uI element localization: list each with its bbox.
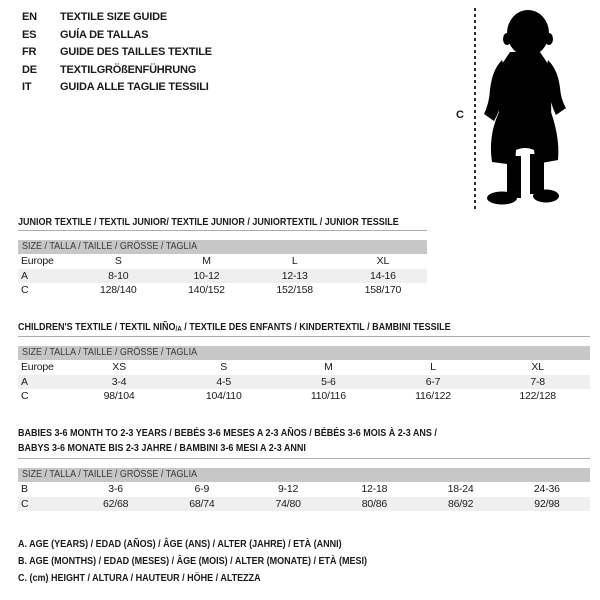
size-value-cell: 68/74 — [189, 497, 215, 510]
junior-size-table — [18, 230, 427, 298]
size-value-cell: 92/98 — [534, 497, 560, 510]
size-header-label: SIZE / TALLA / TAILLE / GRÖSSE / TAGLIA — [22, 241, 198, 252]
size-header-bar — [18, 240, 427, 254]
size-value-cell: 5-6 — [321, 375, 336, 388]
size-value-cell: 14-16 — [369, 269, 396, 282]
size-value-cell: 9-12 — [277, 483, 299, 496]
size-value-cell: 4-5 — [216, 375, 231, 388]
language-row — [22, 27, 212, 45]
size-value-cell: 24-36 — [533, 483, 560, 496]
junior-section-title: JUNIOR TEXTILE / TEXTIL JUNIOR/ TEXTILE JUNIOR / JUNIORTEXTIL / JUNIOR TESSILE — [18, 217, 399, 228]
children-size-table — [18, 336, 590, 404]
baby-silhouette-icon — [482, 8, 568, 206]
row-label-cell: Europe — [21, 361, 54, 374]
size-value-cell: 74/80 — [275, 497, 301, 510]
size-value-cell: S — [220, 361, 228, 374]
language-title: TEXTILE SIZE GUIDE — [60, 11, 168, 23]
language-row — [22, 44, 212, 62]
size-value-cell: 8-10 — [108, 269, 129, 282]
table-row — [18, 283, 427, 298]
size-value-cell: 104/110 — [205, 390, 242, 403]
size-header-label: SIZE / TALLA / TAILLE / GRÖSSE / TAGLIA — [22, 469, 198, 480]
table-row — [18, 269, 427, 284]
size-value-cell: 116/122 — [415, 390, 451, 403]
language-code: DE — [22, 63, 37, 76]
size-value-cell: M — [324, 361, 333, 374]
junior-table — [18, 254, 427, 298]
language-row — [22, 9, 212, 27]
size-value-cell: 7-8 — [530, 375, 545, 388]
note-age-years: A. AGE (YEARS) / EDAD (AÑOS) / ÂGE (ANS) / ALTER (JAHRE) / ETÀ (ANNI) — [18, 539, 342, 550]
height-dotted-line — [474, 8, 476, 209]
table-row — [18, 360, 590, 375]
size-value-cell: 6-9 — [194, 483, 210, 496]
size-value-cell: 10-12 — [193, 269, 220, 282]
size-value-cell: 158/170 — [364, 284, 402, 297]
size-value-cell: 3-6 — [108, 483, 123, 496]
language-title: GUIDE DES TAILLES TEXTILE — [60, 46, 212, 58]
row-label-cell: Europe — [21, 255, 54, 268]
note-height-cm: C. (cm) HEIGHT / ALTURA / HAUTEUR / HÖHE / ALTEZZA — [18, 573, 261, 585]
language-code: ES — [22, 28, 37, 41]
language-title: GUIDA ALLE TAGLIE TESSILI — [60, 81, 209, 93]
row-label-cell: A — [21, 375, 28, 388]
row-label-cell: C — [21, 390, 29, 403]
size-value-cell: 140/152 — [188, 284, 225, 297]
size-value-cell: XL — [531, 361, 544, 374]
size-value-cell: 98/104 — [103, 390, 135, 403]
language-code: IT — [22, 81, 32, 93]
size-value-cell: L — [430, 361, 436, 374]
children-section-title — [18, 320, 451, 337]
size-value-cell: 80/86 — [361, 497, 387, 510]
size-header-bar — [18, 346, 590, 360]
size-value-cell: 152/158 — [276, 284, 313, 297]
language-code: EN — [22, 11, 37, 23]
language-title: GUÍA DE TALLAS — [60, 28, 149, 41]
table-row — [18, 497, 590, 512]
size-value-cell: 18-24 — [447, 483, 474, 496]
table-row — [18, 482, 590, 497]
language-row — [22, 62, 212, 80]
children-table — [18, 360, 590, 404]
legend-notes — [18, 536, 406, 588]
size-value-cell: 86/92 — [447, 497, 474, 510]
size-header-bar — [18, 468, 590, 482]
babies-title-line1: BABIES 3-6 MONTH TO 2-3 YEARS / BEBÉS 3-6 MESES A 2-3 AÑOS / BÉBÉS 3-6 MOIS À 2-3 ANS / — [18, 428, 437, 439]
note-age-months: B. AGE (MONTHS) / EDAD (MESES) / ÂGE (MOIS) / ALTER (MONATE) / ETÀ (MESI) — [18, 556, 367, 568]
language-title-list — [22, 9, 212, 97]
table-row — [18, 375, 590, 390]
babies-title-line2: BABYS 3-6 MONATE BIS 2-3 JAHRE / BAMBINI 3-6 MESI A 2-3 ANNI — [18, 443, 306, 454]
children-title-text: CHILDREN'S TEXTILE / TEXTIL NIÑO — [18, 322, 176, 333]
table-row — [18, 254, 427, 269]
size-value-cell: 3-4 — [111, 375, 127, 388]
table-row — [18, 389, 590, 404]
height-measure-label: C — [456, 109, 464, 121]
row-label-cell: C — [21, 284, 29, 297]
row-label-cell: B — [21, 483, 28, 496]
language-code: FR — [22, 46, 37, 58]
size-value-cell: M — [202, 255, 211, 268]
size-value-cell: 62/68 — [102, 497, 129, 510]
size-value-cell: 122/128 — [519, 390, 556, 403]
babies-section-title — [18, 426, 437, 456]
children-title-text: / TEXTILE DES ENFANTS / KINDERTEXTIL / BAMBINI TESSILE — [181, 322, 451, 333]
size-value-cell: 12-13 — [281, 269, 308, 282]
row-label-cell: A — [21, 269, 28, 282]
children-title-subscript: /A — [175, 326, 182, 333]
size-value-cell: XL — [376, 255, 390, 268]
size-value-cell: S — [114, 255, 122, 268]
size-value-cell: 12-18 — [361, 483, 388, 496]
language-title: TEXTILGRÖßENFÜHRUNG — [60, 63, 197, 76]
size-header-label: SIZE / TALLA / TAILLE / GRÖSSE / TAGLIA — [22, 347, 198, 358]
row-label-cell: C — [21, 497, 29, 510]
size-value-cell: L — [291, 255, 298, 268]
babies-table — [18, 482, 590, 511]
size-value-cell: 110/116 — [310, 390, 346, 403]
language-row — [22, 79, 212, 97]
size-value-cell: XS — [112, 361, 126, 374]
size-value-cell: 128/140 — [99, 284, 137, 297]
babies-size-table — [18, 458, 590, 511]
size-value-cell: 6-7 — [425, 375, 441, 388]
